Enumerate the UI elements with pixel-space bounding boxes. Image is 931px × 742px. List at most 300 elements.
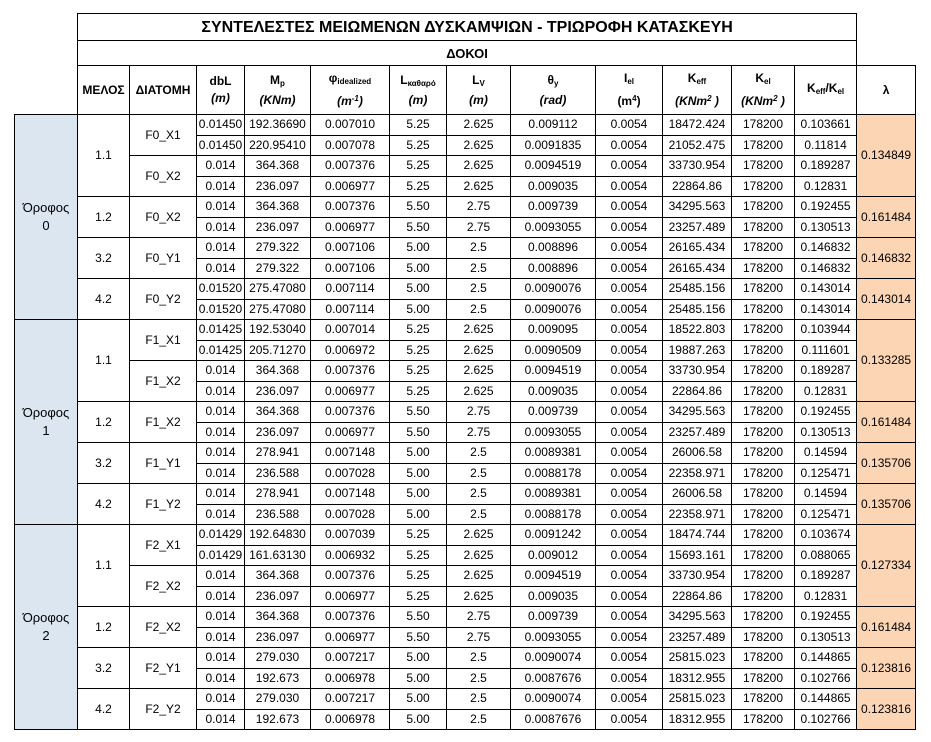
header-theta: $\theta_y$ (rad) bbox=[511, 66, 596, 115]
cell-ratio: 0.103944 bbox=[795, 320, 857, 341]
cell-ratio: 0.11814 bbox=[795, 135, 857, 156]
cell-lv: 2.625 bbox=[447, 525, 511, 546]
lambda-cell: 0.127334 bbox=[857, 525, 916, 607]
cell-lv: 2.75 bbox=[447, 197, 511, 218]
cell-keff: 23257.489 bbox=[663, 217, 732, 238]
cell-phi: 0.007217 bbox=[311, 648, 390, 669]
header-lnet: $L_{\kappa\alpha\theta\alpha\rho ό}$ (m) bbox=[390, 66, 447, 115]
cell-kel: 178200 bbox=[732, 504, 795, 525]
cell-keff: 25485.156 bbox=[663, 279, 732, 300]
cell-kel: 178200 bbox=[732, 648, 795, 669]
cell-iel: 0.0054 bbox=[596, 115, 663, 136]
table-row bbox=[15, 320, 916, 341]
cell-kel: 178200 bbox=[732, 545, 795, 566]
cell-keff: 18312.955 bbox=[663, 709, 732, 730]
cell-dbl: 0.014 bbox=[197, 443, 245, 464]
cell-dbl: 0.014 bbox=[197, 422, 245, 443]
cell-iel: 0.0054 bbox=[596, 525, 663, 546]
cell-ratio: 0.088065 bbox=[795, 545, 857, 566]
header-member: ΜΕΛΟΣ bbox=[78, 66, 130, 115]
cell-phi: 0.006977 bbox=[311, 217, 390, 238]
table-title: ΣΥΝΤΕΛΕΣΤΕΣ ΜΕΙΩΜΕΝΩΝ ΔΥΣΚΑΜΨΙΩΝ - ΤΡΙΩΡΟΦΗ ΚΑΤΑΣΚΕΥΗ bbox=[78, 14, 857, 41]
cell-dbl: 0.01425 bbox=[197, 340, 245, 361]
cell-ratio: 0.143014 bbox=[795, 279, 857, 300]
header-mp: $M_p$ (KNm) bbox=[245, 66, 311, 115]
cell-keff: 15693.161 bbox=[663, 545, 732, 566]
cell-phi: 0.006977 bbox=[311, 176, 390, 197]
cell-ratio: 0.102766 bbox=[795, 668, 857, 689]
cell-theta: 0.0087676 bbox=[511, 668, 596, 689]
cell-iel: 0.0054 bbox=[596, 361, 663, 382]
floor-label-text: Όροφος 2 bbox=[22, 610, 70, 643]
cell-ratio: 0.130513 bbox=[795, 217, 857, 238]
cell-mp: 236.097 bbox=[245, 381, 311, 402]
empty-corner bbox=[15, 14, 78, 115]
table-row bbox=[15, 648, 916, 669]
cell-iel: 0.0054 bbox=[596, 627, 663, 648]
cell-lv: 2.75 bbox=[447, 607, 511, 628]
cell-mp: 278.941 bbox=[245, 484, 311, 505]
cell-iel: 0.0054 bbox=[596, 176, 663, 197]
cell-phi: 0.006932 bbox=[311, 545, 390, 566]
cell-dbl: 0.014 bbox=[197, 402, 245, 423]
cell-mp: 279.030 bbox=[245, 689, 311, 710]
cell-ratio: 0.14594 bbox=[795, 484, 857, 505]
lambda-cell: 0.134849 bbox=[857, 115, 916, 197]
lambda-cell: 0.161484 bbox=[857, 607, 916, 648]
cell-theta: 0.0088178 bbox=[511, 463, 596, 484]
cell-keff: 22864.86 bbox=[663, 586, 732, 607]
table-row bbox=[15, 484, 916, 505]
cell-kel: 178200 bbox=[732, 566, 795, 587]
table-row bbox=[15, 361, 916, 382]
cell-lv: 2.5 bbox=[447, 668, 511, 689]
cell-lnet: 5.25 bbox=[390, 115, 447, 136]
cell-phi: 0.007039 bbox=[311, 525, 390, 546]
cell-iel: 0.0054 bbox=[596, 135, 663, 156]
cell-lv: 2.5 bbox=[447, 238, 511, 259]
cell-keff: 26165.434 bbox=[663, 238, 732, 259]
section-cell: F1_X2 bbox=[130, 402, 197, 443]
cell-lv: 2.5 bbox=[447, 709, 511, 730]
cell-lnet: 5.50 bbox=[390, 197, 447, 218]
cell-ratio: 0.111601 bbox=[795, 340, 857, 361]
cell-lnet: 5.50 bbox=[390, 422, 447, 443]
cell-lv: 2.625 bbox=[447, 586, 511, 607]
cell-lv: 2.5 bbox=[447, 504, 511, 525]
cell-phi: 0.007114 bbox=[311, 279, 390, 300]
lambda-cell: 0.135706 bbox=[857, 443, 916, 484]
cell-keff: 26006.58 bbox=[663, 484, 732, 505]
cell-dbl: 0.014 bbox=[197, 648, 245, 669]
cell-dbl: 0.014 bbox=[197, 361, 245, 382]
cell-phi: 0.007106 bbox=[311, 238, 390, 259]
table-row bbox=[15, 238, 916, 259]
cell-lnet: 5.50 bbox=[390, 217, 447, 238]
header-lambda: λ bbox=[857, 66, 916, 115]
cell-phi: 0.007148 bbox=[311, 484, 390, 505]
cell-phi: 0.006977 bbox=[311, 586, 390, 607]
cell-dbl: 0.014 bbox=[197, 607, 245, 628]
cell-dbl: 0.01429 bbox=[197, 545, 245, 566]
cell-lv: 2.5 bbox=[447, 689, 511, 710]
cell-phi: 0.007376 bbox=[311, 197, 390, 218]
cell-iel: 0.0054 bbox=[596, 402, 663, 423]
cell-lv: 2.75 bbox=[447, 422, 511, 443]
floor-label bbox=[15, 525, 78, 730]
table-row bbox=[15, 689, 916, 710]
member-cell: 1.2 bbox=[78, 402, 130, 443]
section-cell: F0_X1 bbox=[130, 115, 197, 156]
cell-kel: 178200 bbox=[732, 279, 795, 300]
cell-ratio: 0.125471 bbox=[795, 504, 857, 525]
cell-ratio: 0.103674 bbox=[795, 525, 857, 546]
cell-kel: 178200 bbox=[732, 238, 795, 259]
member-cell: 1.1 bbox=[78, 525, 130, 607]
cell-phi: 0.007376 bbox=[311, 607, 390, 628]
cell-mp: 364.368 bbox=[245, 402, 311, 423]
cell-ratio: 0.189287 bbox=[795, 566, 857, 587]
lambda-cell: 0.146832 bbox=[857, 238, 916, 279]
section-cell: F0_Y1 bbox=[130, 238, 197, 279]
cell-mp: 364.368 bbox=[245, 566, 311, 587]
cell-theta: 0.008896 bbox=[511, 258, 596, 279]
lambda-cell: 0.161484 bbox=[857, 402, 916, 443]
cell-lnet: 5.00 bbox=[390, 463, 447, 484]
cell-dbl: 0.01429 bbox=[197, 525, 245, 546]
cell-theta: 0.0090509 bbox=[511, 340, 596, 361]
cell-lv: 2.625 bbox=[447, 381, 511, 402]
cell-mp: 236.097 bbox=[245, 217, 311, 238]
cell-ratio: 0.12831 bbox=[795, 381, 857, 402]
cell-iel: 0.0054 bbox=[596, 340, 663, 361]
cell-theta: 0.0091835 bbox=[511, 135, 596, 156]
cell-kel: 178200 bbox=[732, 586, 795, 607]
cell-lv: 2.625 bbox=[447, 115, 511, 136]
cell-lnet: 5.25 bbox=[390, 566, 447, 587]
cell-kel: 178200 bbox=[732, 607, 795, 628]
section-cell: F2_Y1 bbox=[130, 648, 197, 689]
cell-ratio: 0.146832 bbox=[795, 238, 857, 259]
cell-theta: 0.0093055 bbox=[511, 627, 596, 648]
cell-kel: 178200 bbox=[732, 402, 795, 423]
cell-kel: 178200 bbox=[732, 176, 795, 197]
cell-keff: 34295.563 bbox=[663, 197, 732, 218]
cell-iel: 0.0054 bbox=[596, 668, 663, 689]
cell-iel: 0.0054 bbox=[596, 258, 663, 279]
cell-theta: 0.0094519 bbox=[511, 566, 596, 587]
cell-lv: 2.625 bbox=[447, 320, 511, 341]
cell-phi: 0.007114 bbox=[311, 299, 390, 320]
cell-kel: 178200 bbox=[732, 135, 795, 156]
cell-kel: 178200 bbox=[732, 361, 795, 382]
cell-theta: 0.0093055 bbox=[511, 422, 596, 443]
cell-theta: 0.0093055 bbox=[511, 217, 596, 238]
member-cell: 1.2 bbox=[78, 607, 130, 648]
cell-keff: 22358.971 bbox=[663, 504, 732, 525]
cell-lnet: 5.00 bbox=[390, 484, 447, 505]
cell-lv: 2.5 bbox=[447, 648, 511, 669]
cell-ratio: 0.130513 bbox=[795, 627, 857, 648]
header-ratio: $K_{eff}/K_{el}$ bbox=[795, 66, 857, 115]
cell-iel: 0.0054 bbox=[596, 484, 663, 505]
cell-ratio: 0.143014 bbox=[795, 299, 857, 320]
cell-iel: 0.0054 bbox=[596, 709, 663, 730]
cell-dbl: 0.01450 bbox=[197, 135, 245, 156]
table-body bbox=[15, 115, 916, 730]
cell-ratio: 0.12831 bbox=[795, 176, 857, 197]
cell-lnet: 5.00 bbox=[390, 689, 447, 710]
cell-dbl: 0.014 bbox=[197, 504, 245, 525]
cell-lnet: 5.25 bbox=[390, 156, 447, 177]
cell-lnet: 5.00 bbox=[390, 279, 447, 300]
cell-iel: 0.0054 bbox=[596, 504, 663, 525]
cell-dbl: 0.014 bbox=[197, 484, 245, 505]
lambda-cell: 0.123816 bbox=[857, 648, 916, 689]
cell-mp: 192.64830 bbox=[245, 525, 311, 546]
cell-keff: 25485.156 bbox=[663, 299, 732, 320]
section-cell: F2_X1 bbox=[130, 525, 197, 566]
table-row bbox=[15, 279, 916, 300]
cell-dbl: 0.014 bbox=[197, 381, 245, 402]
table-row bbox=[15, 607, 916, 628]
table-row bbox=[15, 115, 916, 136]
cell-keff: 23257.489 bbox=[663, 422, 732, 443]
cell-phi: 0.007376 bbox=[311, 156, 390, 177]
cell-lv: 2.625 bbox=[447, 135, 511, 156]
cell-mp: 364.368 bbox=[245, 361, 311, 382]
cell-theta: 0.0089381 bbox=[511, 484, 596, 505]
cell-dbl: 0.01450 bbox=[197, 115, 245, 136]
cell-theta: 0.0090076 bbox=[511, 279, 596, 300]
cell-ratio: 0.192455 bbox=[795, 607, 857, 628]
cell-phi: 0.007010 bbox=[311, 115, 390, 136]
cell-mp: 279.322 bbox=[245, 238, 311, 259]
section-cell: F0_Y2 bbox=[130, 279, 197, 320]
cell-keff: 23257.489 bbox=[663, 627, 732, 648]
member-cell: 1.1 bbox=[78, 115, 130, 197]
cell-theta: 0.0087676 bbox=[511, 709, 596, 730]
cell-mp: 161.63130 bbox=[245, 545, 311, 566]
cell-phi: 0.007376 bbox=[311, 566, 390, 587]
cell-lnet: 5.00 bbox=[390, 709, 447, 730]
cell-iel: 0.0054 bbox=[596, 443, 663, 464]
cell-lnet: 5.25 bbox=[390, 381, 447, 402]
cell-dbl: 0.014 bbox=[197, 156, 245, 177]
table-subtitle: ΔΟΚΟΙ bbox=[78, 41, 857, 66]
lambda-cell: 0.123816 bbox=[857, 689, 916, 730]
cell-phi: 0.007028 bbox=[311, 504, 390, 525]
cell-keff: 21052.475 bbox=[663, 135, 732, 156]
cell-iel: 0.0054 bbox=[596, 607, 663, 628]
cell-dbl: 0.014 bbox=[197, 176, 245, 197]
cell-keff: 25815.023 bbox=[663, 648, 732, 669]
lambda-cell: 0.143014 bbox=[857, 279, 916, 320]
cell-theta: 0.009739 bbox=[511, 197, 596, 218]
cell-dbl: 0.014 bbox=[197, 258, 245, 279]
cell-keff: 18312.955 bbox=[663, 668, 732, 689]
cell-lv: 2.5 bbox=[447, 484, 511, 505]
cell-lv: 2.5 bbox=[447, 258, 511, 279]
member-cell: 4.2 bbox=[78, 484, 130, 525]
cell-mp: 236.588 bbox=[245, 504, 311, 525]
cell-kel: 178200 bbox=[732, 340, 795, 361]
cell-kel: 178200 bbox=[732, 484, 795, 505]
cell-lv: 2.625 bbox=[447, 566, 511, 587]
table-row bbox=[15, 525, 916, 546]
cell-mp: 278.941 bbox=[245, 443, 311, 464]
cell-ratio: 0.14594 bbox=[795, 443, 857, 464]
cell-phi: 0.007376 bbox=[311, 361, 390, 382]
cell-lnet: 5.00 bbox=[390, 258, 447, 279]
cell-ratio: 0.189287 bbox=[795, 361, 857, 382]
cell-lv: 2.75 bbox=[447, 217, 511, 238]
table-row bbox=[15, 443, 916, 464]
cell-mp: 364.368 bbox=[245, 197, 311, 218]
table-row bbox=[15, 197, 916, 218]
cell-dbl: 0.014 bbox=[197, 689, 245, 710]
section-cell: F2_X2 bbox=[130, 566, 197, 607]
cell-ratio: 0.130513 bbox=[795, 422, 857, 443]
cell-lnet: 5.00 bbox=[390, 299, 447, 320]
cell-lnet: 5.50 bbox=[390, 607, 447, 628]
member-cell: 4.2 bbox=[78, 279, 130, 320]
cell-kel: 178200 bbox=[732, 299, 795, 320]
section-cell: F0_X2 bbox=[130, 156, 197, 197]
cell-lv: 2.625 bbox=[447, 340, 511, 361]
cell-lv: 2.5 bbox=[447, 463, 511, 484]
cell-theta: 0.0094519 bbox=[511, 361, 596, 382]
cell-lnet: 5.25 bbox=[390, 525, 447, 546]
cell-mp: 364.368 bbox=[245, 607, 311, 628]
section-cell: F0_X2 bbox=[130, 197, 197, 238]
cell-theta: 0.008896 bbox=[511, 238, 596, 259]
cell-mp: 236.588 bbox=[245, 463, 311, 484]
cell-lnet: 5.00 bbox=[390, 668, 447, 689]
section-cell: F2_Y2 bbox=[130, 689, 197, 730]
cell-theta: 0.009035 bbox=[511, 176, 596, 197]
cell-lv: 2.625 bbox=[447, 156, 511, 177]
cell-lv: 2.75 bbox=[447, 627, 511, 648]
cell-kel: 178200 bbox=[732, 668, 795, 689]
cell-phi: 0.006972 bbox=[311, 340, 390, 361]
cell-phi: 0.007106 bbox=[311, 258, 390, 279]
cell-dbl: 0.014 bbox=[197, 668, 245, 689]
cell-ratio: 0.125471 bbox=[795, 463, 857, 484]
cell-phi: 0.006977 bbox=[311, 381, 390, 402]
lambda-cell: 0.135706 bbox=[857, 484, 916, 525]
cell-kel: 178200 bbox=[732, 422, 795, 443]
cell-phi: 0.007078 bbox=[311, 135, 390, 156]
cell-mp: 364.368 bbox=[245, 156, 311, 177]
cell-mp: 236.097 bbox=[245, 627, 311, 648]
cell-kel: 178200 bbox=[732, 217, 795, 238]
cell-kel: 178200 bbox=[732, 525, 795, 546]
table-row bbox=[15, 402, 916, 423]
cell-ratio: 0.102766 bbox=[795, 709, 857, 730]
cell-lv: 2.75 bbox=[447, 402, 511, 423]
cell-lnet: 5.25 bbox=[390, 361, 447, 382]
cell-dbl: 0.014 bbox=[197, 709, 245, 730]
cell-lnet: 5.25 bbox=[390, 545, 447, 566]
cell-mp: 192.673 bbox=[245, 709, 311, 730]
cell-lv: 2.5 bbox=[447, 443, 511, 464]
header-lv: $L_V$ (m) bbox=[447, 66, 511, 115]
cell-iel: 0.0054 bbox=[596, 217, 663, 238]
cell-theta: 0.009035 bbox=[511, 381, 596, 402]
cell-keff: 26165.434 bbox=[663, 258, 732, 279]
cell-mp: 192.53040 bbox=[245, 320, 311, 341]
cell-keff: 26006.58 bbox=[663, 443, 732, 464]
cell-keff: 34295.563 bbox=[663, 607, 732, 628]
cell-dbl: 0.014 bbox=[197, 217, 245, 238]
cell-phi: 0.007217 bbox=[311, 689, 390, 710]
section-cell: F2_X2 bbox=[130, 607, 197, 648]
cell-ratio: 0.144865 bbox=[795, 689, 857, 710]
cell-lnet: 5.00 bbox=[390, 443, 447, 464]
cell-kel: 178200 bbox=[732, 115, 795, 136]
cell-iel: 0.0054 bbox=[596, 648, 663, 669]
cell-iel: 0.0054 bbox=[596, 422, 663, 443]
cell-lv: 2.5 bbox=[447, 299, 511, 320]
cell-ratio: 0.192455 bbox=[795, 197, 857, 218]
cell-iel: 0.0054 bbox=[596, 156, 663, 177]
cell-mp: 236.097 bbox=[245, 422, 311, 443]
floor-label bbox=[15, 320, 78, 525]
cell-dbl: 0.014 bbox=[197, 238, 245, 259]
floor-label bbox=[15, 115, 78, 320]
header-iel: $I_{el}$ $(m^4)$ bbox=[596, 66, 663, 115]
cell-lnet: 5.25 bbox=[390, 176, 447, 197]
cell-keff: 22864.86 bbox=[663, 381, 732, 402]
cell-keff: 22358.971 bbox=[663, 463, 732, 484]
header-phi: $\varphi_{idealized}$ $(m^{-1})$ bbox=[311, 66, 390, 115]
cell-kel: 178200 bbox=[732, 156, 795, 177]
table-row bbox=[15, 566, 916, 587]
cell-keff: 33730.954 bbox=[663, 156, 732, 177]
header-dbl: dbL (m) bbox=[197, 66, 245, 115]
cell-phi: 0.007376 bbox=[311, 402, 390, 423]
cell-dbl: 0.014 bbox=[197, 627, 245, 648]
cell-mp: 279.322 bbox=[245, 258, 311, 279]
cell-lnet: 5.25 bbox=[390, 340, 447, 361]
header-section: ΔΙΑΤΟΜΗ bbox=[130, 66, 197, 115]
cell-keff: 18472.424 bbox=[663, 115, 732, 136]
cell-ratio: 0.192455 bbox=[795, 402, 857, 423]
cell-kel: 178200 bbox=[732, 689, 795, 710]
member-cell: 1.2 bbox=[78, 197, 130, 238]
cell-ratio: 0.12831 bbox=[795, 586, 857, 607]
table-row bbox=[15, 156, 916, 177]
cell-theta: 0.0090074 bbox=[511, 689, 596, 710]
cell-ratio: 0.103661 bbox=[795, 115, 857, 136]
cell-dbl: 0.014 bbox=[197, 463, 245, 484]
cell-lnet: 5.25 bbox=[390, 320, 447, 341]
cell-dbl: 0.01520 bbox=[197, 279, 245, 300]
header-kel: $K_{el}$ (KNm$^2$ ) bbox=[732, 66, 795, 115]
member-cell: 3.2 bbox=[78, 238, 130, 279]
floor-label-text: Όροφος 0 bbox=[22, 200, 70, 233]
cell-theta: 0.009739 bbox=[511, 607, 596, 628]
cell-keff: 18522.803 bbox=[663, 320, 732, 341]
cell-theta: 0.0088178 bbox=[511, 504, 596, 525]
cell-theta: 0.009112 bbox=[511, 115, 596, 136]
cell-mp: 275.47080 bbox=[245, 299, 311, 320]
cell-phi: 0.006977 bbox=[311, 627, 390, 648]
cell-iel: 0.0054 bbox=[596, 381, 663, 402]
cell-keff: 34295.563 bbox=[663, 402, 732, 423]
cell-dbl: 0.014 bbox=[197, 566, 245, 587]
